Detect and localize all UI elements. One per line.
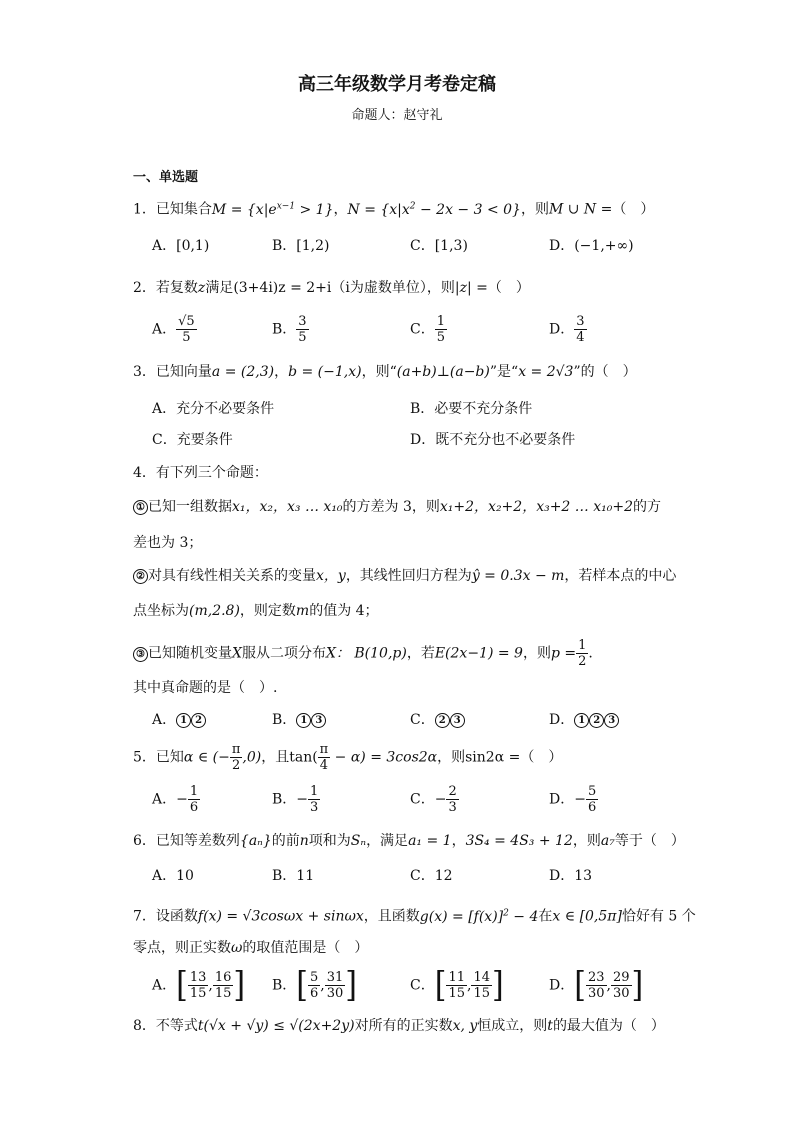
- q2-equation: (3+4i)z = 2+i: [233, 280, 332, 296]
- circled-3-icon: 3: [311, 713, 326, 728]
- question-1-stem: 1．已知集合$M = \{x|e^{x-1} > 1\}$，$N = \{x|x^2 - 2x - 3 < 0\}$，则M ∪ N =（ ）: [133, 201, 655, 218]
- question-7-stem: 7．设函数f(x) = √3cosωx + sinωx，且函数$g(x) = [f(x)]^2 - 4$在x ∈ [0,5π]恰好有 5 个: [133, 908, 696, 925]
- question-4-stem: 4．有下列三个命题：: [133, 465, 268, 481]
- circled-1-icon: 1: [296, 713, 311, 728]
- q3-vector-a: a = (2,3): [211, 364, 275, 380]
- q3-option-a: A．充分不必要条件: [152, 401, 275, 417]
- circled-3-icon: ③: [133, 647, 148, 662]
- q1-blank: =（ ）: [596, 201, 655, 218]
- q4-proposition-1: ① 已知一组数据x₁，x₂，x₃ … x₁₀的方差为 3，则x₁+2，x₂+2，x₃+2 … x₁₀+2的方: [133, 497, 661, 517]
- q7-option-d: D．[ $\frac{23}{30}$ , $\frac{29}{30}$ ]: [549, 964, 644, 1006]
- q4-option-a: A． 1 2: [152, 710, 206, 730]
- q6-option-b: B．11: [272, 868, 315, 884]
- q5-option-b: B．− $\frac{1}{3}$: [272, 784, 319, 815]
- q8-inequality: t(√x + √y) ≤ √(2x+2y): [197, 1018, 355, 1034]
- question-8-stem: 8．不等式t(√x + √y) ≤ √(2x+2y)对所有的正实数x, y恒成立，则t的最大值为（ ）: [133, 1018, 665, 1034]
- q4-proposition-2-cont: 点坐标为(m,2.8)，则定数m的值为 4；: [133, 603, 379, 619]
- q2-option-d: D． $\frac{3}{4}$: [549, 314, 585, 345]
- q1-option-a: A．[0,1): [152, 238, 210, 254]
- question-5-stem: 5．已知α ∈ (− $\frac{\pi}{2}$ ,0)，且tan( $\frac{\pi}{4}$ − α) = 3cos2α，则sin2α =（ ）: [133, 742, 563, 773]
- section-heading: 一、单选题: [133, 170, 199, 185]
- q2-option-b: B． $\frac{3}{5}$: [272, 314, 307, 345]
- q1-option-c: C．[1,3): [410, 238, 468, 254]
- question-2-stem: 2．若复数z满足(3+4i)z = 2+i（i为虚数单位），则|z| =（ ）: [133, 280, 530, 296]
- q2-modulus: |z|: [454, 280, 472, 296]
- q7-option-b: B．[ $\frac{5}{6}$ , $\frac{31}{30}$ ]: [272, 964, 358, 1006]
- q7-option-a: A．[ $\frac{13}{15}$ , $\frac{16}{15}$ ]: [152, 964, 246, 1006]
- q4-proposition-1-cont: 差也为 3；: [133, 535, 203, 551]
- q4-option-d: D． 1 2 3: [549, 710, 619, 730]
- q5-option-a: A．− $\frac{1}{6}$: [152, 784, 199, 815]
- q1-text: ，则: [520, 201, 549, 218]
- question-7-stem-cont: 零点，则正实数ω的取值范围是（ ）: [133, 940, 369, 956]
- q6-option-a: A．10: [152, 868, 194, 884]
- question-3-stem: 3．已知向量a = (2,3)，b = (−1,x)，则“(a+b)⊥(a−b)”是“x = 2√3”的（ ）: [133, 364, 637, 380]
- circled-2-icon: 2: [589, 713, 604, 728]
- q7-option-c: C．[ $\frac{11}{15}$ , $\frac{14}{15}$ ]: [410, 964, 504, 1006]
- q6-option-d: D．13: [549, 868, 593, 884]
- q1-set-n: $N = \{x|x^2 - 2x - 3 < 0\}$: [347, 201, 521, 218]
- q1-text: 1．已知集合: [133, 201, 212, 218]
- q4-proposition-3: ③ 已知随机变量X服从二项分布X： B(10,p)，若E(2x−1) = 9，则p = $\frac{1}{2}$ .: [133, 638, 593, 669]
- q4-option-c: C． 2 3: [410, 710, 465, 730]
- q5-option-c: C．− $\frac{2}{3}$: [410, 784, 457, 815]
- circled-1-icon: 1: [176, 713, 191, 728]
- author-line: 命题人：赵守礼: [351, 108, 443, 123]
- q2-option-c: C． $\frac{1}{5}$: [410, 314, 445, 345]
- circled-3-icon: 3: [604, 713, 619, 728]
- q1-option-b: B．[1,2): [272, 238, 330, 254]
- circled-2-icon: ②: [133, 569, 148, 584]
- q4-option-b: B． 1 3: [272, 710, 326, 730]
- circled-1-icon: ①: [133, 500, 148, 515]
- q2-option-a: A． $\frac{√5}{5}$: [152, 314, 195, 345]
- q4-ask: 其中真命题的是（ ）.: [133, 680, 278, 696]
- q5-option-d: D．− $\frac{5}{6}$: [549, 784, 597, 815]
- q3-option-b: B．必要不充分条件: [410, 401, 533, 417]
- q6-option-c: C．12: [410, 868, 453, 884]
- question-6-stem: 6．已知等差数列{aₙ}的前n项和为Sₙ，满足a₁ = 1，3S₄ = 4S₃ + 12，则a₇等于（ ）: [133, 833, 685, 849]
- q1-set-m: $M = \{x|e^{x-1} > 1\}$: [211, 201, 334, 218]
- q4-proposition-2: ② 对具有线性相关关系的变量x，y，其线性回归方程为ŷ = 0.3x − m，若样本点的中心: [133, 566, 676, 586]
- q3-option-c: C．充要条件: [152, 432, 233, 448]
- page-title: 高三年级数学月考卷定稿: [298, 74, 496, 95]
- circled-1-icon: 1: [574, 713, 589, 728]
- circled-2-icon: 2: [191, 713, 206, 728]
- q3-vector-b: b = (−1,x): [288, 364, 362, 380]
- q1-union: M ∪ N: [548, 201, 597, 218]
- circled-3-icon: 3: [450, 713, 465, 728]
- q3-option-d: D．既不充分也不必要条件: [410, 432, 576, 448]
- q1-option-d: D．(−1,+∞): [549, 238, 634, 254]
- circled-2-icon: 2: [435, 713, 450, 728]
